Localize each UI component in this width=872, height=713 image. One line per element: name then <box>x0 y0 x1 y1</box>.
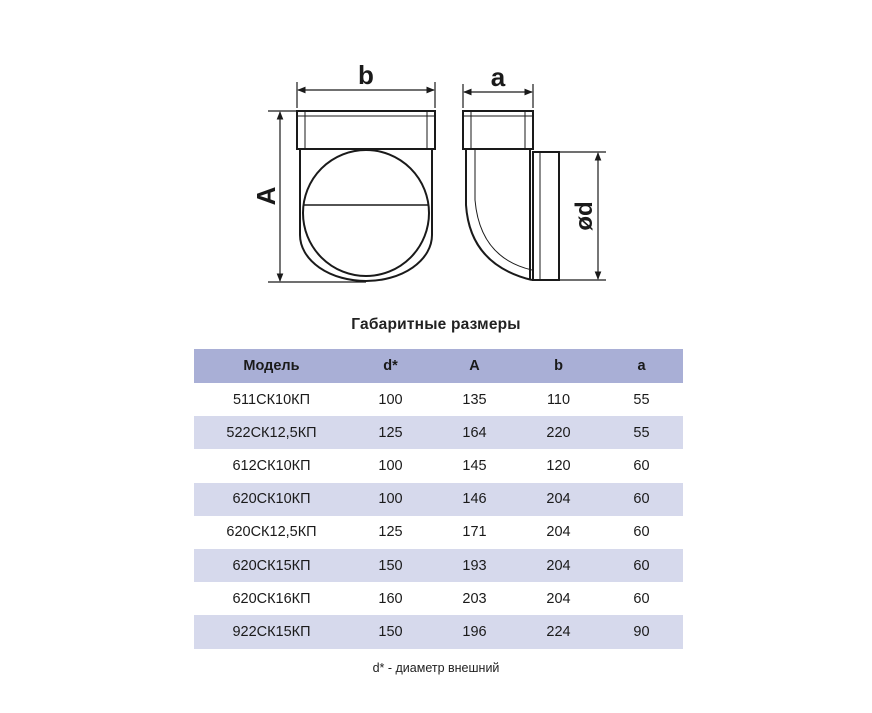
table-row <box>194 416 683 449</box>
cell-a: 60 <box>633 590 650 607</box>
cell-b: 120 <box>546 457 571 474</box>
cell-d: 100 <box>349 483 432 516</box>
technical-drawing <box>0 0 872 300</box>
table-row <box>194 483 683 516</box>
side-view <box>463 111 559 280</box>
table-row <box>194 516 683 549</box>
cell-b: 110 <box>546 391 571 408</box>
footnote: d* - диаметр внешний <box>372 661 500 675</box>
dimension-b-label: b <box>358 60 374 90</box>
cell-model: 522СК12,5КП <box>194 416 349 449</box>
cell-a: 55 <box>600 416 683 449</box>
cell-model: 620СК15КП <box>194 549 349 582</box>
cell-a: 60 <box>633 457 650 474</box>
cell-d: 160 <box>378 590 403 607</box>
table-row <box>194 615 683 648</box>
table-row <box>194 549 683 582</box>
cell-A: 135 <box>462 391 487 408</box>
cell-model: 620СК16КП <box>232 590 311 607</box>
cell-A: 146 <box>432 483 517 516</box>
cell-a: 60 <box>600 549 683 582</box>
cell-A: 193 <box>432 549 517 582</box>
cell-b: 220 <box>517 416 600 449</box>
header-d: d* <box>349 349 432 383</box>
cell-model: 511СК10КП <box>232 391 311 408</box>
cell-A: 164 <box>432 416 517 449</box>
cell-b: 204 <box>546 590 571 607</box>
front-view <box>297 111 435 281</box>
cell-a: 60 <box>633 524 650 541</box>
dimensions-table <box>194 349 683 649</box>
dimension-d-label: ød <box>571 201 598 231</box>
cell-model: 620СК10КП <box>194 483 349 516</box>
cell-d: 125 <box>349 416 432 449</box>
table-title: Габаритные размеры <box>351 316 521 333</box>
cell-d: 150 <box>349 549 432 582</box>
cell-model: 612СК10КП <box>232 457 311 474</box>
header-A: A <box>432 349 517 383</box>
table-row <box>194 449 683 482</box>
header-b: b <box>517 349 600 383</box>
cell-A: 171 <box>462 524 487 541</box>
table-row <box>194 383 683 416</box>
cell-b: 204 <box>546 524 571 541</box>
cell-b: 204 <box>517 549 600 582</box>
cell-model: 922СК15КП <box>194 615 349 648</box>
cell-a: 55 <box>633 391 650 408</box>
cell-b: 204 <box>517 483 600 516</box>
header-a: a <box>600 349 683 383</box>
cell-d: 125 <box>378 524 403 541</box>
cell-d: 100 <box>378 457 403 474</box>
cell-b: 224 <box>517 615 600 648</box>
dimension-a-label: a <box>490 62 506 92</box>
cell-A: 203 <box>462 590 487 607</box>
cell-d: 150 <box>349 615 432 648</box>
cell-d: 100 <box>378 391 403 408</box>
table-header-row <box>194 349 683 383</box>
dimension-A-label: A <box>251 186 281 206</box>
header-model: Модель <box>194 349 349 383</box>
cell-A: 196 <box>432 615 517 648</box>
cell-model: 620СК12,5КП <box>226 524 317 541</box>
cell-A: 145 <box>462 457 487 474</box>
cell-a: 90 <box>600 615 683 648</box>
table-row <box>194 582 683 615</box>
cell-a: 60 <box>600 483 683 516</box>
